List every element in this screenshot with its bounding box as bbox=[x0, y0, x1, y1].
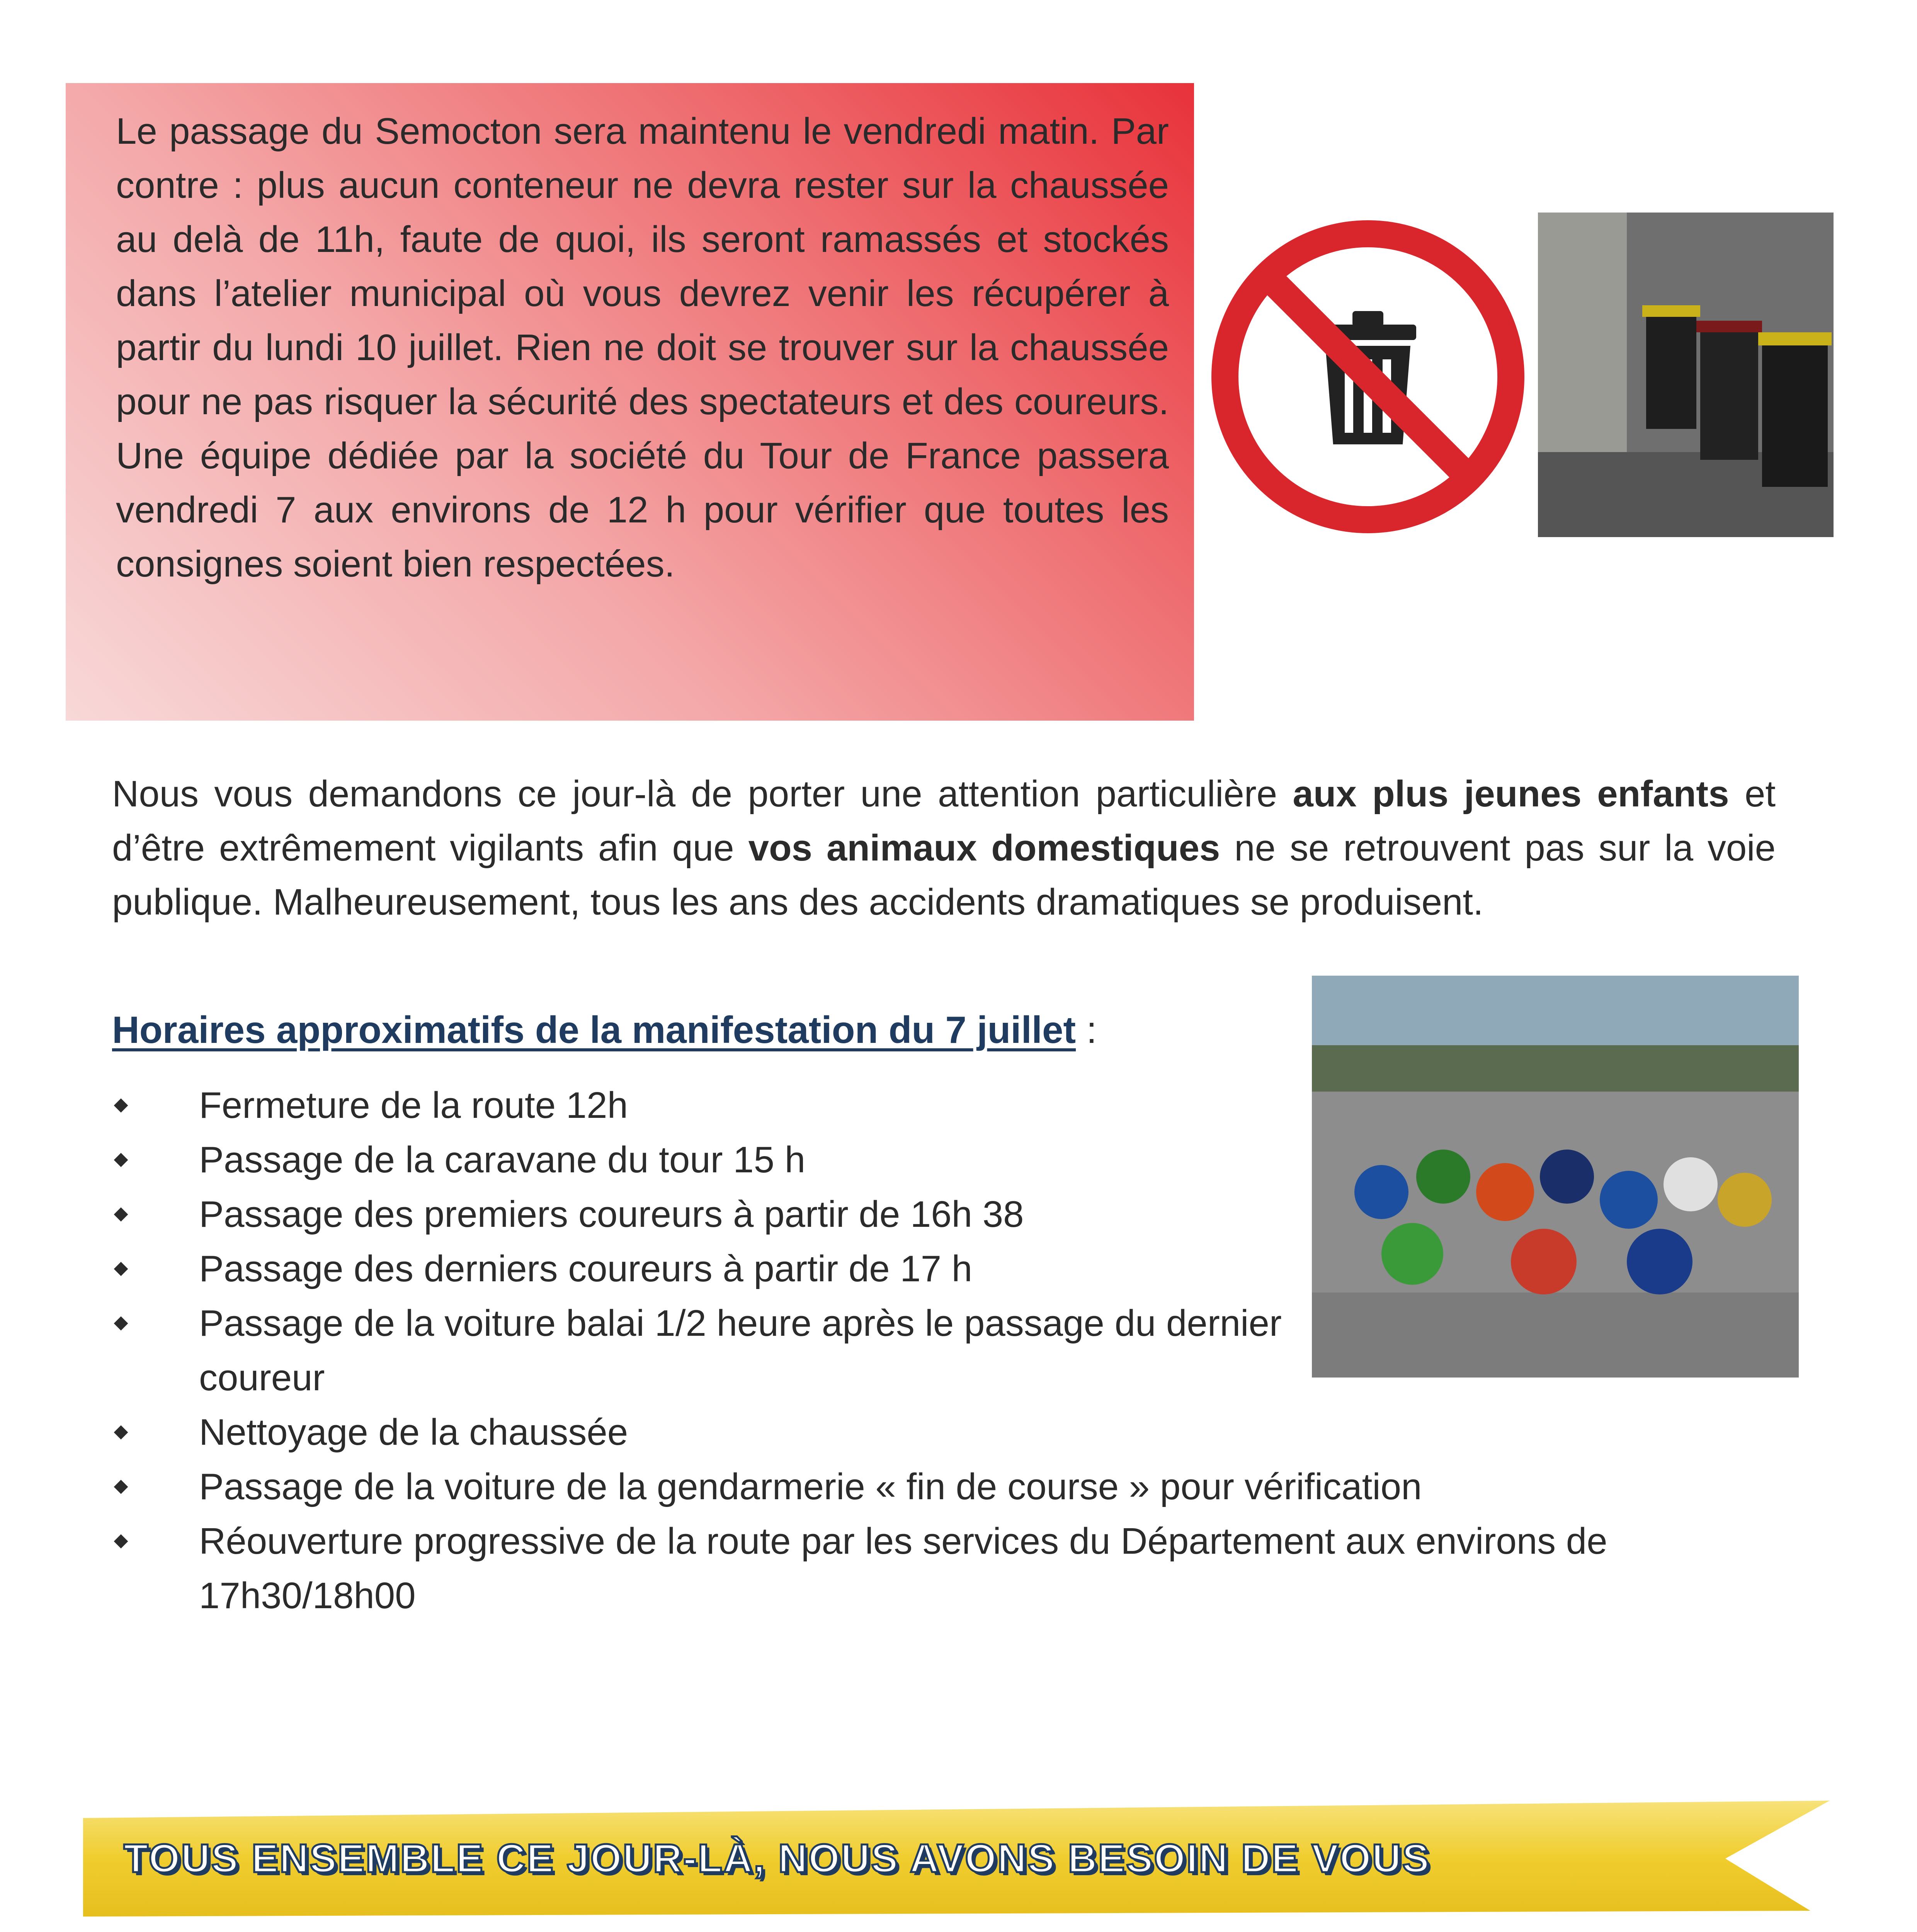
schedule-heading-colon: : bbox=[1076, 1009, 1097, 1051]
diamond-bullet-icon bbox=[114, 1425, 128, 1440]
list-item bbox=[104, 1187, 1408, 1242]
schedule-heading-text: Horaires approximatifs de la manifestation du 7 juillet bbox=[112, 1009, 1076, 1051]
list-item bbox=[104, 1078, 1408, 1133]
diamond-bullet-icon bbox=[114, 1534, 128, 1549]
schedule-list bbox=[104, 1078, 1785, 1623]
schedule-item-text: Passage des derniers coureurs à partir de 17 h bbox=[199, 1248, 973, 1289]
diamond-bullet-icon bbox=[114, 1316, 128, 1331]
banner-text: TOUS ENSEMBLE CE JOUR-LÀ, NOUS AVONS BESOIN DE VOUS bbox=[124, 1836, 1431, 1881]
diamond-bullet-icon bbox=[114, 1480, 128, 1494]
schedule-item-text: Passage de la voiture de la gendarmerie « fin de course » pour vérification bbox=[199, 1466, 1422, 1507]
list-item bbox=[104, 1514, 1785, 1623]
list-item bbox=[104, 1296, 1408, 1405]
diamond-bullet-icon bbox=[114, 1099, 128, 1113]
warning-text-2: et d’être extrêmement vigilants afin que bbox=[112, 773, 1776, 869]
warning-bold-children: aux plus jeunes enfants bbox=[1293, 773, 1729, 815]
list-item bbox=[104, 1242, 1408, 1296]
schedule-item-text: Passage de la caravane du tour 15 h bbox=[199, 1139, 806, 1180]
list-item bbox=[104, 1459, 1785, 1514]
diamond-bullet-icon bbox=[114, 1262, 128, 1276]
schedule-heading bbox=[112, 1005, 1097, 1055]
notice-text: Le passage du Semocton sera maintenu le vendredi matin. Par contre : plus aucun conteneur ne devra rester sur la chaussée au delà de 11h, faute de quoi, ils seront ramassés et stockés dans l’atelier municipal où vous devrez venir les récupérer à partir du lundi 10 juillet. Rien ne doit se trouver sur la chaussée pour ne pas risquer la sécurité des spectateurs et des coureurs. Une équipe dédiée par la société du Tour de France passera vendredi 7 aux environs de 12 h pour vérifier que toutes les consignes soient bien respectées. bbox=[116, 111, 1169, 585]
warning-text-3: ne se retrouvent pas sur la voie publique. Malheureusement, tous les ans des accidents dramatiques se produisent. bbox=[112, 827, 1776, 923]
no-trash-icon bbox=[1204, 213, 1532, 541]
warning-text-1: Nous vous demandons ce jour-là de porter une attention particulière bbox=[112, 773, 1293, 815]
warning-bold-pets: vos animaux domestiques bbox=[748, 827, 1220, 869]
list-item bbox=[104, 1133, 1408, 1187]
schedule-item-text: Nettoyage de la chaussée bbox=[199, 1412, 628, 1453]
list-item bbox=[104, 1405, 1785, 1459]
schedule-item-text: Fermeture de la route 12h bbox=[199, 1085, 628, 1126]
no-trash-bin-sign-image bbox=[1204, 213, 1532, 541]
trash-bins-street-photo bbox=[1538, 213, 1834, 537]
schedule-item-text: Passage des premiers coureurs à partir de 16h 38 bbox=[199, 1194, 1024, 1235]
warning-paragraph bbox=[112, 767, 1776, 929]
schedule-item-text: Passage de la voiture balai 1/2 heure après le passage du dernier coureur bbox=[199, 1303, 1282, 1398]
diamond-bullet-icon bbox=[114, 1153, 128, 1167]
diamond-bullet-icon bbox=[114, 1208, 128, 1222]
schedule-item-text: Réouverture progressive de la route par les services du Département aux environs de 17h30/18h00 bbox=[199, 1520, 1607, 1616]
